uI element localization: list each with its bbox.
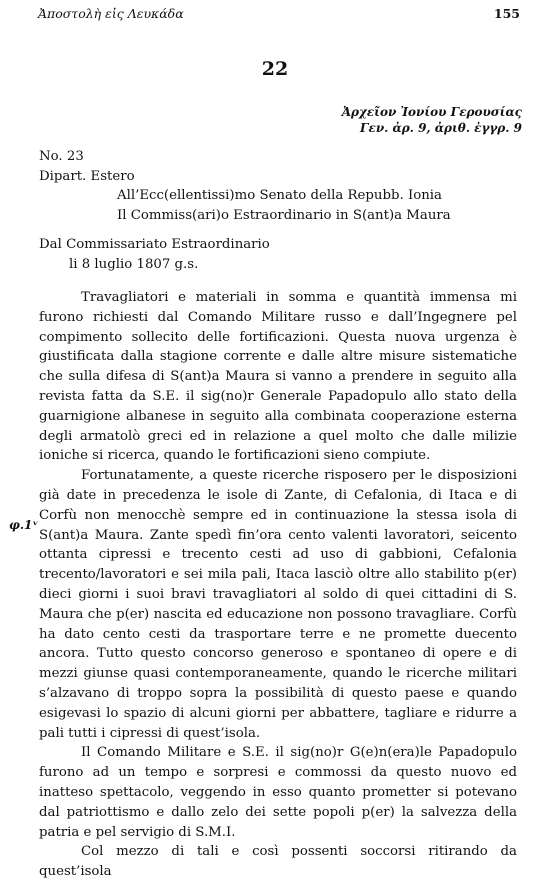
archive-reference xyxy=(342,104,522,136)
document-number: 22 xyxy=(261,58,289,80)
address-recipient: All’Ecc(ellentissi)mo Senato della Repubb. Ionia xyxy=(117,188,442,203)
folio-margin-note: φ.1ᵛ xyxy=(9,518,39,532)
address-block xyxy=(117,186,537,226)
document-meta xyxy=(39,147,517,187)
body-paragraph: Col mezzo di tali e così possenti soccorsi ritirando da quest’isola xyxy=(39,844,517,880)
archive-shelfmark: Γεν. ἀρ. 9, ἀριθ. ἐγγρ. 9 xyxy=(360,121,522,135)
running-title: Ἀποστολὴ εἰς Λευκάδα xyxy=(38,6,184,21)
page-number: 155 xyxy=(493,6,520,21)
dateline xyxy=(39,235,517,275)
letter-body xyxy=(39,288,517,882)
archive-name: Ἀρχεῖον Ἰονίου Γερουσίας xyxy=(341,105,522,119)
body-paragraph: Il Comando Militare e S.E. il sig(no)r G(e)n(era)le Papadopulo furono ad un tempo e sorpresi e commossi da questo nuovo ed inatteso spettacolo, veggendo in esso quanto prometter si potevano dal patriottismo e dallo zelo dei sette popoli p(er) la salvezza della patria e pel servigio di S.M.I. xyxy=(39,745,517,840)
document-department: Dipart. Estero xyxy=(39,168,135,184)
dateline-date: li 8 luglio 1807 g.s. xyxy=(69,256,199,272)
document-protocol-number: No. 23 xyxy=(39,149,84,164)
address-sender: Il Commiss(ari)o Estraordinario in S(ant)a Maura xyxy=(117,207,451,223)
dateline-place: Dal Commissariato Estraordinario xyxy=(39,237,270,252)
body-paragraph: Travagliatori e materiali in somma e quantità immensa mi furono richiesti dal Comando Militare russo e dall’Ingegnere pel compimento sollecito delle fortificazioni. Questa nuova urgenza è giustificata dalla stagione corrente e dalle altre misure sistematiche che sulla difesa di S(ant)a Maura si vanno a prendere in seguito alla revista fatta da S.E. il sig(no)r Generale Papadopulo allo stato della guarnigione albanese in seguito alla combinata cooperazione esterna degli armatolò greci ed in relazione a quel molto che dalle milizie ioniche si ricerca, quando le fortificazioni sieno compiute. xyxy=(39,290,517,464)
body-paragraph: Fortunatamente, a queste ricerche risposero per le disposizioni già date in precedenza le isole di Zante, di Cefalonia, di Itaca e di Corfù non menocchè sempre ed in continuazione la stessa isola di S(ant)a Maura. Zante spedì fin’ora cento valenti lavoratori, seicento ottanta cipressi e trecento cesti ad uso di gabbioni, Cefalonia trecento/lavoratori e sei mila pali, Itaca lasciò oltre allo stabilito p(er) dieci giorni i suoi bravi travagliatori al soldo di quei cittadini di S. Maura che p(er) nascita ed educazione non possono travagliare. Corfù ha dato cento cesti da trasportare terre e ne promette duecento ancora. Tutto questo concorso generoso e spontaneo di opere e di mezzi giunse quasi contemporaneamente, quando le ricerche militari s’alzavano di troppo sopra la possibilità di questo paese e quando esigevasi lo spazio di alcuni giorni per abbattere, tagliare e ridurre a pali tutti i cipressi di quest’isola. xyxy=(39,468,517,741)
